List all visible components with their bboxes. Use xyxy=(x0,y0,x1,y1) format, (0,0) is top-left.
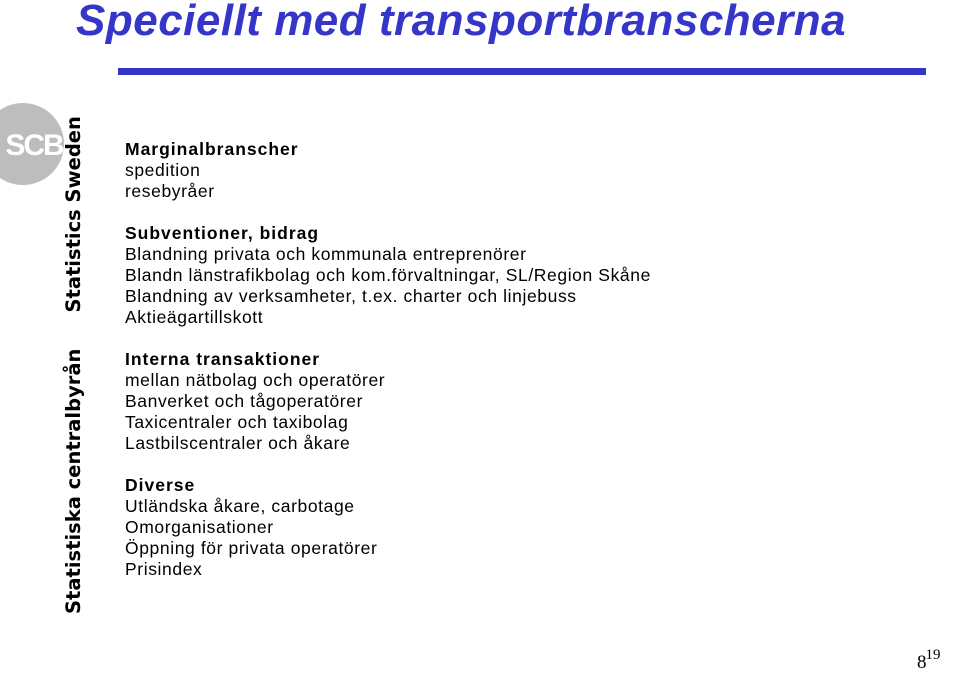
list-item: Blandn länstrafikbolag och kom.förvaltningar, SL/Region Skåne xyxy=(125,265,651,285)
list-item: Utländska åkare, carbotage xyxy=(125,496,355,516)
list-item: Blandning av verksamheter, t.ex. charter och linjebuss xyxy=(125,286,577,306)
list-item: Omorganisationer xyxy=(125,517,274,537)
section-marginalbranscher xyxy=(125,139,885,202)
list-item: mellan nätbolag och operatörer xyxy=(125,370,386,390)
content-list xyxy=(125,139,885,601)
list-item: Lastbilscentraler och åkare xyxy=(125,433,351,453)
section-heading: Diverse xyxy=(125,475,196,495)
title-underline xyxy=(118,68,926,75)
section-subventioner xyxy=(125,223,885,328)
list-item: Öppning för privata operatörer xyxy=(125,538,378,558)
page-number-superscript: 19 xyxy=(925,647,941,663)
page-number xyxy=(917,647,941,674)
section-heading: Subventioner, bidrag xyxy=(125,223,320,243)
section-interna-transaktioner xyxy=(125,349,885,454)
scb-logo-mark xyxy=(0,103,64,185)
sidebar-organisation-name xyxy=(62,116,85,614)
sidebar-org-english: Statistics Sweden xyxy=(62,116,85,313)
page-number-main: 8 xyxy=(917,652,927,673)
scb-logo xyxy=(0,103,64,185)
section-diverse xyxy=(125,475,885,580)
list-item: spedition xyxy=(125,160,201,180)
section-heading: Interna transaktioner xyxy=(125,349,321,369)
list-item: Taxicentraler och taxibolag xyxy=(125,412,349,432)
list-item: Prisindex xyxy=(125,559,203,579)
list-item: resebyråer xyxy=(125,181,215,201)
section-heading: Marginalbranscher xyxy=(125,139,299,159)
list-item: Blandning privata och kommunala entreprenörer xyxy=(125,244,527,264)
list-item: Aktieägartillskott xyxy=(125,307,264,327)
list-item: Banverket och tågoperatörer xyxy=(125,391,364,411)
sidebar-org-swedish: Statistiska centralbyrån xyxy=(62,348,85,614)
page-title: Speciellt med transportbranscherna xyxy=(76,0,847,45)
scb-logo-text: SCB xyxy=(5,129,63,162)
